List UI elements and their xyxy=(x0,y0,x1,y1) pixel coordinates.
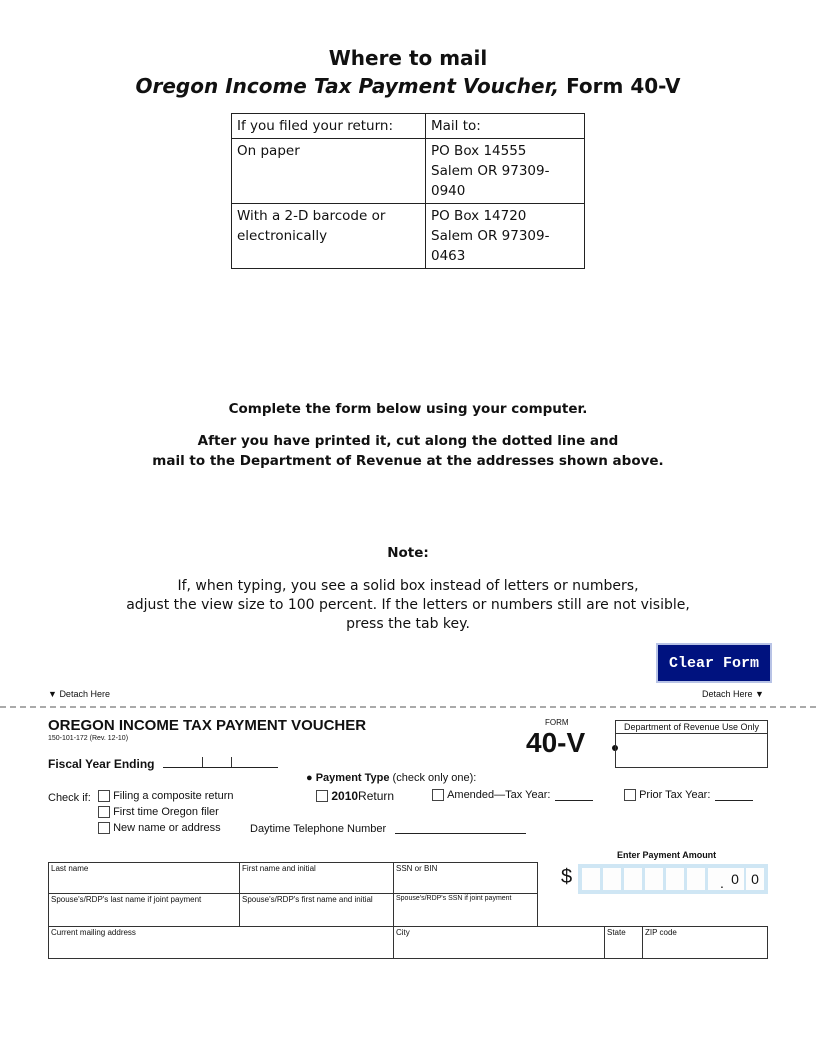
address-line: Salem OR 97309-0940 xyxy=(431,163,550,199)
note-title: Note: xyxy=(387,545,429,561)
last-name-field[interactable] xyxy=(48,862,240,894)
address-cell xyxy=(426,139,585,204)
payment-type-bold: Payment Type xyxy=(315,772,390,784)
new-name-checkbox[interactable] xyxy=(98,822,110,834)
arrow-down-icon: ▼ xyxy=(755,689,764,699)
pt-amended-label: Amended—Tax Year: xyxy=(447,789,551,801)
first-time-checkbox[interactable] xyxy=(98,806,110,818)
field-label: Spouse's/RDP's SSN if joint payment xyxy=(396,895,512,902)
table-row xyxy=(232,139,585,204)
table-header-row xyxy=(232,114,585,139)
dollar-sign: $ xyxy=(561,866,573,888)
check-if-label: Check if: xyxy=(48,792,91,804)
amount-label: Enter Payment Amount xyxy=(617,850,717,860)
clear-form-button[interactable]: Clear Form xyxy=(656,643,772,683)
field-label: Current mailing address xyxy=(51,928,136,937)
table-row xyxy=(232,204,585,269)
instruction-2: After you have printed it, cut along the dotted line and xyxy=(197,433,619,449)
detach-label: Detach Here xyxy=(59,689,110,699)
spouse-last-name-field[interactable] xyxy=(48,893,240,927)
pt-prior xyxy=(624,789,753,801)
address-line: PO Box 14720 xyxy=(431,208,527,224)
amount-digit[interactable] xyxy=(603,868,621,890)
subtitle-italic: Oregon Income Tax Payment Voucher, xyxy=(135,74,560,98)
subtitle-form: Form 40-V xyxy=(559,74,681,98)
cents-digit[interactable]: 0 xyxy=(746,868,764,890)
amount-digit[interactable] xyxy=(582,868,600,890)
bullet-icon: ● xyxy=(306,772,313,784)
pt-2010-return xyxy=(316,789,394,803)
cents-digit[interactable]: 0 xyxy=(726,868,744,890)
pt-prior-checkbox[interactable] xyxy=(624,789,636,801)
first-time-label: First time Oregon filer xyxy=(113,806,219,818)
pt-year: 2010 xyxy=(331,789,359,803)
state-field[interactable] xyxy=(604,926,643,959)
filed-line: With a 2-D barcode or xyxy=(237,208,386,224)
fiscal-year-label: Fiscal Year Ending xyxy=(48,757,155,771)
city-field[interactable] xyxy=(393,926,605,959)
filed-cell: On paper xyxy=(232,139,426,204)
spouse-ssn-field[interactable] xyxy=(393,893,538,927)
detach-right xyxy=(702,689,764,699)
note-line-2: adjust the view size to 100 percent. If the letters or numbers still are not visible, xyxy=(126,597,690,613)
composite-label: Filing a composite return xyxy=(113,790,234,802)
prior-year-input[interactable] xyxy=(715,790,753,801)
field-label: Spouse's/RDP's last name if joint payment xyxy=(51,895,202,904)
amount-digit[interactable] xyxy=(645,868,663,890)
check-first-time xyxy=(98,806,219,818)
header-filed: If you filed your return: xyxy=(232,114,426,139)
amended-year-input[interactable] xyxy=(555,790,593,801)
zip-field[interactable] xyxy=(642,926,768,959)
new-name-label: New name or address xyxy=(113,822,221,834)
fiscal-year-divider xyxy=(231,757,232,767)
payment-amount-input[interactable] xyxy=(578,864,768,894)
composite-checkbox[interactable] xyxy=(98,790,110,802)
page-title: Where to mail xyxy=(328,46,488,70)
check-composite xyxy=(98,790,234,802)
address-cell xyxy=(426,204,585,269)
dor-use-box xyxy=(615,720,768,768)
detach-left xyxy=(48,689,110,699)
phone-label: Daytime Telephone Number xyxy=(250,823,387,835)
amount-digit[interactable] xyxy=(624,868,642,890)
field-label: City xyxy=(396,928,410,937)
pt-amended-checkbox[interactable] xyxy=(432,789,444,801)
pt-amended xyxy=(432,789,593,801)
detach-label: Detach Here xyxy=(702,689,753,699)
dor-use-label: Department of Revenue Use Only xyxy=(616,721,767,734)
header-mail-to: Mail to: xyxy=(426,114,585,139)
spouse-first-name-field[interactable] xyxy=(239,893,394,927)
revision-number: 150-101-172 (Rev. 12-10) xyxy=(48,735,129,742)
address-line: PO Box 14555 xyxy=(431,143,527,159)
address-field[interactable] xyxy=(48,926,394,959)
filed-line: electronically xyxy=(237,228,328,244)
ssn-field[interactable] xyxy=(393,862,538,894)
phone-input[interactable] xyxy=(395,833,526,834)
check-new-name xyxy=(98,822,221,834)
field-label: Spouse's/RDP's first name and initial xyxy=(242,895,373,904)
pt-2010-checkbox[interactable] xyxy=(316,790,328,802)
fiscal-year-input[interactable] xyxy=(163,767,278,768)
field-label: SSN or BIN xyxy=(396,864,438,873)
form-number: 40-V xyxy=(526,727,586,758)
pt-prior-label: Prior Tax Year: xyxy=(639,789,711,801)
page-subtitle xyxy=(0,74,816,98)
first-name-field[interactable] xyxy=(239,862,394,894)
amount-digit[interactable] xyxy=(666,868,684,890)
payment-type-hint: (check only one): xyxy=(389,772,477,784)
field-label: First name and initial xyxy=(242,864,316,873)
field-label: State xyxy=(607,928,626,937)
fiscal-year-divider xyxy=(202,757,203,767)
mail-address-table xyxy=(231,113,585,269)
note-line-1: If, when typing, you see a solid box instead of letters or numbers, xyxy=(177,578,639,594)
form-label: FORM xyxy=(545,718,569,727)
pt-return-label: Return xyxy=(358,789,395,803)
address-line: Salem OR 97309-0463 xyxy=(431,228,550,264)
instruction-3: mail to the Department of Revenue at the addresses shown above. xyxy=(152,453,664,469)
field-label: ZIP code xyxy=(645,928,677,937)
filed-cell xyxy=(232,204,426,269)
field-label: Last name xyxy=(51,864,89,873)
payment-type-label xyxy=(306,772,476,784)
detach-line xyxy=(0,706,816,708)
note-line-3: press the tab key. xyxy=(346,616,470,632)
voucher-title: OREGON INCOME TAX PAYMENT VOUCHER xyxy=(48,717,367,734)
amount-digit[interactable] xyxy=(687,868,705,890)
arrow-down-icon: ▼ xyxy=(48,689,57,699)
decimal-point: . xyxy=(720,875,724,891)
instruction-1: Complete the form below using your computer. xyxy=(228,401,588,417)
